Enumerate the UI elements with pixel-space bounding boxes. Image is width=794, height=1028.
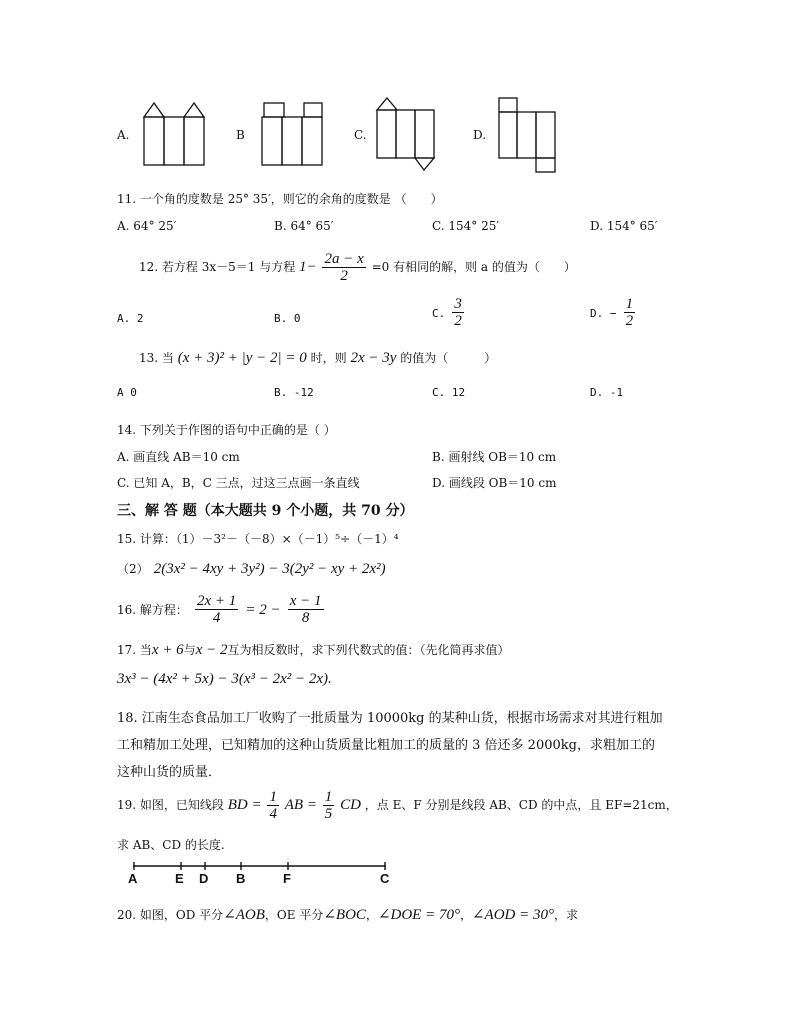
q11-option-d: D. 154° 65′: [590, 219, 658, 233]
question-20: [117, 905, 578, 924]
q19-bd: BD =: [227, 797, 262, 813]
q17-p2: 与: [183, 643, 196, 657]
q20-p3: ，: [365, 908, 378, 922]
q19-line-2: 求 AB、CD 的长度.: [117, 838, 225, 852]
q19-ab: AB =: [284, 797, 317, 813]
q20-angle-aod: ∠AOD = 30°: [471, 907, 555, 923]
q20-p2: ，OE 平分: [264, 908, 324, 922]
q11-option-a: A. 64° 25′: [117, 219, 177, 233]
q20-angle-boc: ∠BOC: [323, 907, 366, 923]
q10-option-b-label: B: [236, 128, 245, 142]
q19-fraction-2-denominator: 5: [324, 806, 333, 822]
q19-label-b: B: [236, 871, 246, 886]
q13-option-c: C. 12: [432, 386, 466, 399]
q14-text: 14. 下列关于作图的语句中正确的是（ ）: [117, 423, 336, 437]
q11-text: 11. 一个角的度数是 25° 35′，则它的余角的度数是 （ ）: [117, 192, 443, 206]
q18-line-1: 18. 江南生态食品加工厂收购了一批质量为 10000kg 的某种山货，根据市场需求对其进行粗加: [117, 711, 663, 726]
q14-option-a: A. 画直线 AB＝10 cm: [117, 450, 240, 464]
q14-option-b: B. 画射线 OB＝10 cm: [432, 450, 557, 464]
q19-fraction-1-numerator: 1: [269, 789, 277, 805]
q16-mid: = 2 −: [245, 602, 281, 618]
q17-p1: 17. 当: [117, 643, 152, 657]
q12-option-c-label: C.: [432, 307, 446, 320]
q12-option-b: B. 0: [274, 312, 301, 325]
q12-one: 1: [299, 259, 307, 275]
q13-suffix: 的值为（ ）: [400, 351, 497, 365]
q19-label-c: C: [380, 871, 390, 886]
q11-option-b: B. 64° 65′: [274, 219, 334, 233]
q19-label-d: D: [199, 871, 209, 886]
q20-p1: 20. 如图，OD 平分: [117, 908, 224, 922]
q16-right-denominator: 8: [301, 610, 310, 626]
q13-option-b: B. -12: [274, 386, 314, 399]
q18-line-2: 工和精加工处理，已知精加的这种山货质量比粗加工的质量的 3 倍还多 2000kg，求粗加工的: [117, 738, 655, 753]
q19-fraction-1-denominator: 4: [269, 806, 277, 822]
q15-part-2-label: （2）: [117, 562, 149, 576]
q18-line-3: 这种山货的质量．: [117, 765, 222, 780]
q16-left-denominator: 4: [212, 610, 221, 626]
q14-option-d: D. 画线段 OB＝10 cm: [432, 476, 557, 490]
q19-p1: 19. 如图，已知线段: [117, 798, 224, 812]
q11-option-c: C. 154° 25′: [432, 219, 500, 233]
section-3-heading: 三、解 答 题（本大题共 9 个小题，共 70 分）: [117, 503, 414, 519]
q10-option-c-label: C.: [354, 128, 367, 142]
q15-part-2-expression: 2(3x² − 4xy + 3y²) − 3(2y² − xy + 2x²): [153, 561, 386, 577]
q19-fraction-2-numerator: 1: [324, 789, 333, 805]
q12-fraction-numerator: 2a − x: [324, 251, 364, 267]
q17-p3: 互为相反数时，求下列代数式的值：（先化简再求值）: [227, 643, 510, 657]
q19-p2: ，点 E、F 分别是线段 AB、CD 的中点，且 EF=21cm，: [364, 798, 678, 812]
q17-a: x + 6: [151, 642, 184, 658]
q16-label: 16. 解方程：: [117, 603, 188, 617]
q20-p4: ，: [459, 908, 472, 922]
q12-fraction-denominator: 2: [340, 268, 348, 284]
q12-option-c-numerator: 3: [454, 296, 462, 312]
q10-option-d-label: D.: [473, 128, 487, 142]
q20-angle-aob: ∠AOB: [223, 907, 265, 923]
q20-p5: ，求: [554, 908, 579, 922]
q19-cd: CD: [340, 797, 361, 813]
q13-expression: 2x − 3y: [350, 350, 397, 366]
q20-angle-doe: ∠DOE = 70°: [377, 907, 460, 923]
q16-right-numerator: x − 1: [289, 593, 322, 609]
q13-option-d: D. -1: [590, 386, 624, 399]
q15-part-1: 15. 计算：（1）－3²－（－8）×（－1）⁵÷（－1）⁴: [117, 532, 399, 546]
q19-label-f: F: [283, 871, 291, 886]
q12-minus: −: [306, 259, 317, 275]
q12-prefix: 12. 若方程 3x－5＝1 与方程: [139, 260, 296, 274]
q19-label-a: A: [128, 871, 138, 886]
q12-option-a: A. 2: [117, 312, 144, 325]
q12-option-c-denominator: 2: [454, 313, 462, 329]
q13-condition: (x + 3)² + |y − 2| = 0: [177, 350, 307, 366]
q19-label-e: E: [175, 871, 184, 886]
q12-suffix: =0 有相同的解，则 a 的值为（ ）: [371, 260, 576, 274]
q17-b: x − 2: [195, 642, 228, 658]
q13-prefix: 13. 当: [139, 351, 174, 365]
q10-option-a-label: A.: [117, 128, 130, 142]
q16-left-numerator: 2x + 1: [197, 593, 237, 609]
q12-option-d-numerator: 1: [625, 296, 634, 312]
q12-option-d-denominator: 2: [625, 313, 634, 329]
q17-expression: 3x³ − (4x² + 5x) − 3(x³ − 2x² − 2x).: [117, 671, 332, 687]
q12-option-d-label: D. −: [590, 307, 617, 320]
q14-option-c: C. 已知 A，B，C 三点，过这三点画一条直线: [117, 476, 360, 490]
q13-mid: 时，则: [310, 351, 347, 365]
q13-option-a: A 0: [117, 386, 137, 399]
